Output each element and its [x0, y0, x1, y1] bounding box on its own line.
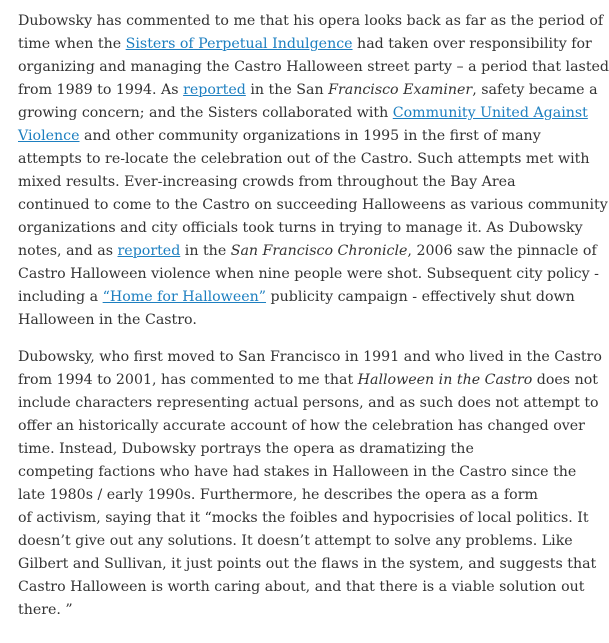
text-line [18, 263, 599, 286]
text-run: Dubowsky, who first moved to San Francisco in 1991 and who lived in the Castro [18, 349, 602, 365]
text-run: of activism, saying that it “mocks the foibles and hypocrisies of local politics. It [18, 510, 589, 526]
text-run: from 1989 to 1994. As [18, 82, 184, 98]
text-line [18, 346, 602, 369]
text-run: Halloween in the Castro. [18, 312, 197, 328]
text-line [18, 438, 534, 461]
publication-title: Francisco Examiner [328, 82, 473, 98]
text-line [18, 507, 589, 530]
text-run: doesn’t give out any solutions. It doesn’t attempt to solve any problems. Like [18, 533, 573, 549]
text-run: late 1980s / early 1990s. Furthermore, he describes the opera as a form [18, 487, 538, 503]
text-run: continued to come to the Castro on succeeding Halloweens as various community [18, 197, 608, 213]
text-run: attempts to re-locate the celebration out of the Castro. Such attempts met with [18, 151, 590, 167]
text-run: from 1994 to 2001, has commented to me that [18, 372, 358, 388]
text-line [18, 102, 588, 125]
text-line [18, 553, 597, 576]
text-line [18, 484, 538, 507]
text-run: offer an historically accurate account of how the celebration has changed over [18, 418, 585, 434]
text-run: in the [180, 243, 231, 259]
text-line [18, 194, 608, 217]
text-run: time. Instead, Dubowsky portrays the opera as dramatizing the [18, 441, 474, 457]
text-line [18, 79, 598, 102]
paragraph-sisters-history [18, 10, 609, 332]
text-run: include characters representing actual persons, and as such does not attempt to [18, 395, 599, 411]
text-line [18, 10, 604, 33]
text-line [18, 599, 534, 622]
text-run: growing concern; and the Sisters collaborated with [18, 105, 393, 121]
text-line [18, 530, 573, 553]
text-run: Gilbert and Sullivan, it just points out the flaws in the system, and suggests that [18, 556, 597, 572]
text-line [18, 56, 609, 79]
text-run: time when the [18, 36, 126, 52]
text-line [18, 148, 590, 171]
text-run: competing factions who have had stakes in Halloween in the Castro since the [18, 464, 577, 480]
text-line [18, 309, 534, 332]
text-run: does not [532, 372, 598, 388]
text-run: publicity campaign - effectively shut down [266, 289, 575, 305]
text-run: and other community organizations in 1995 in the first of many [79, 128, 541, 144]
text-line [18, 33, 592, 56]
text-run: , 2006 saw the pinnacle of [407, 243, 597, 259]
community-united-against-violence-link[interactable]: Community United Against [392, 105, 588, 121]
text-line [18, 171, 534, 194]
text-line [18, 415, 585, 438]
text-line [18, 125, 541, 148]
paragraph-opera-description [18, 346, 602, 622]
sisters-of-perpetual-indulgence-link[interactable]: Sisters of Perpetual Indulgence [125, 36, 353, 52]
text-run: notes, and as [18, 243, 118, 259]
text-run: including a [18, 289, 103, 305]
text-run: Castro Halloween violence when nine people were shot. Subsequent city policy - [18, 266, 599, 282]
text-line [18, 392, 599, 415]
text-line [18, 576, 585, 599]
community-united-against-violence-link-continued[interactable]: Violence [18, 128, 80, 144]
text-run: there. ” [18, 602, 73, 618]
text-run: organizations and city officials took turns in trying to manage it. As Dubowsky [18, 220, 583, 236]
text-run: Dubowsky has commented to me that his opera looks back as far as the period of [18, 13, 604, 29]
text-line [18, 240, 597, 263]
text-run: organizing and managing the Castro Halloween street party – a period that lasted [18, 59, 609, 75]
text-line [18, 286, 575, 309]
text-run: in the San [245, 82, 329, 98]
text-line [18, 369, 598, 392]
home-for-halloween-link[interactable]: “Home for Halloween” [102, 289, 267, 305]
text-line [18, 217, 583, 240]
opera-title: Halloween in the Castro [357, 372, 533, 388]
text-run: mixed results. Ever-increasing crowds from throughout the Bay Area [18, 174, 516, 190]
chronicle-reported-link[interactable]: reported [117, 243, 181, 259]
publication-title: San Francisco Chronicle [230, 243, 408, 259]
text-line [18, 461, 577, 484]
article-body [18, 10, 609, 622]
text-run: Castro Halloween is worth caring about, and that there is a viable solution out [18, 579, 585, 595]
examiner-reported-link[interactable]: reported [183, 82, 246, 98]
text-run: , safety became a [472, 82, 598, 98]
text-run: had taken over responsibility for [352, 36, 592, 52]
